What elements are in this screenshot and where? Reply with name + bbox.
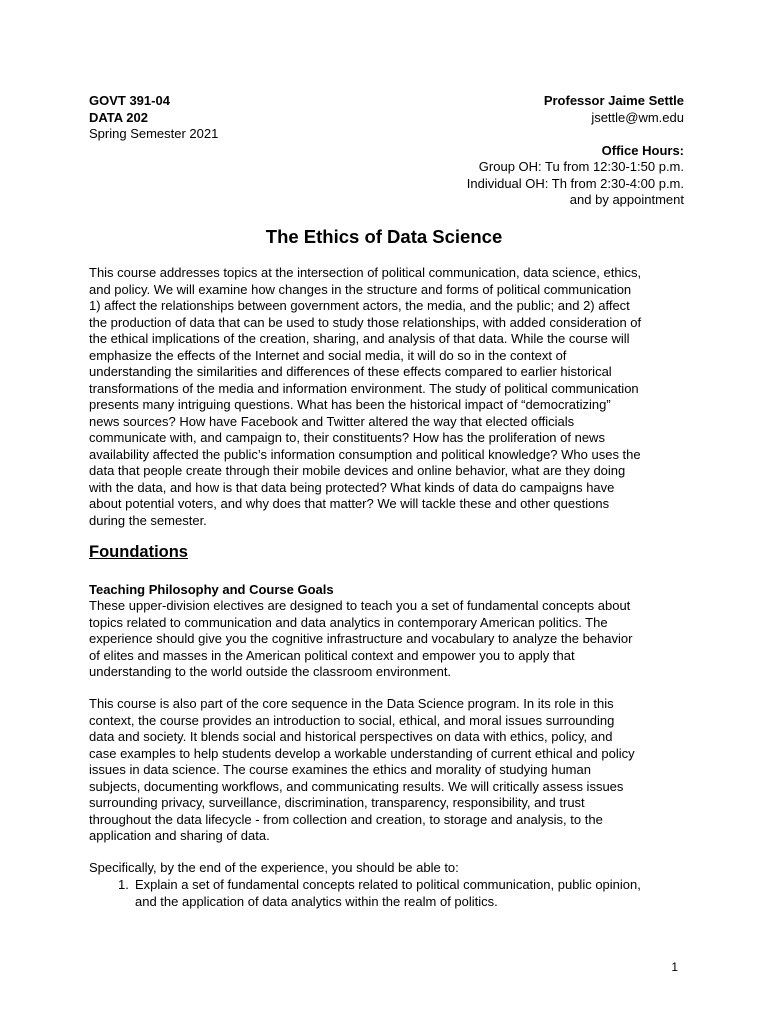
intro-line: the ethical implications of the creation, sharing, and analysis of that data. While the course will	[89, 331, 630, 346]
intro-line: communicate with, and campaign to, their constituents? How has the proliferation of news	[89, 430, 605, 445]
paragraph-line: understanding to the world outside the classroom environment.	[89, 664, 452, 679]
instructor-info	[467, 93, 684, 209]
semester: Spring Semester 2021	[89, 126, 219, 141]
instructor-email: jsettle@wm.edu	[591, 109, 684, 125]
paragraph-line: This course is also part of the core sequence in the Data Science program. In its role in this	[89, 696, 614, 711]
list-item-line: Explain a set of fundamental concepts related to political communication, public opinion,	[135, 877, 641, 892]
course-code-govt: GOVT 391-04	[89, 93, 170, 108]
section-heading-foundations: Foundations	[89, 543, 188, 561]
intro-line: data that people create through their mobile devices and online behavior, what are they doing	[89, 463, 626, 478]
paragraph-line: case examples to help students develop a workable understanding of current ethical and policy	[89, 745, 635, 761]
office-hours-label: Office Hours:	[601, 142, 684, 158]
intro-line: presents many intriguing questions. What has been the historical impact of “democratizing”	[89, 397, 611, 412]
paragraph-line: application and sharing of data.	[89, 828, 270, 843]
office-hours-individual: Individual OH: Th from 2:30-4:00 p.m.	[466, 175, 684, 191]
subheading-teaching-philosophy: Teaching Philosophy and Course Goals	[89, 582, 334, 597]
intro-line: the production of data that can be used to study those relationships, with added consideration of	[89, 314, 642, 330]
intro-line: This course addresses topics at the intersection of political communication, data science, ethics,	[89, 265, 642, 280]
page-number: 1	[671, 960, 678, 974]
intro-line: understanding the similarities and differences of these effects compared to earlier historical	[89, 364, 612, 379]
intro-paragraph	[89, 265, 641, 529]
objectives-intro	[89, 860, 459, 877]
paragraph-line: These upper-division electives are designed to teach you a set of fundamental concepts about	[89, 598, 631, 613]
paragraph-line: surrounding privacy, surveillance, discrimination, transparency, responsibility, and trust	[89, 795, 585, 810]
paragraph-line: throughout the data lifecycle - from collection and creation, to storage and analysis, to the	[89, 811, 603, 827]
list-item-text	[135, 877, 641, 910]
intro-line: about potential voters, and why does that matter? We will tackle these and other questions	[89, 496, 610, 511]
paragraph-line: issues in data science. The course examines the ethics and morality of studying human	[89, 762, 591, 777]
paragraph-line: data and society. It blends social and historical perspectives on data with ethics, policy, and	[89, 729, 613, 744]
teaching-philosophy-paragraph	[89, 598, 632, 681]
list-item-number: 1.	[118, 877, 129, 892]
intro-line: emphasize the effects of the Internet and social media, it will do so in the context of	[89, 347, 567, 363]
intro-line: news sources? How have Facebook and Twitter altered the way that elected officials	[89, 413, 575, 429]
paragraph-line: experience should give you the cognitive infrastructure and vocabulary to analyze the behavior	[89, 631, 633, 646]
intro-line: 1) affect the relationships between government actors, the media, and the public; and 2) affect	[89, 298, 630, 313]
course-code-data: DATA 202	[89, 109, 148, 125]
paragraph-line: context, the course provides an introduction to social, ethical, and moral issues surrounding	[89, 712, 615, 728]
paragraph-line: of elites and masses in the American political context and empower you to apply that	[89, 647, 575, 663]
data-science-paragraph	[89, 696, 635, 845]
instructor-name: Professor Jaime Settle	[543, 93, 684, 108]
course-info	[89, 93, 218, 143]
intro-line: during the semester.	[89, 512, 207, 528]
intro-line: availability affected the public’s information consumption and political knowledge? Who uses the	[89, 446, 641, 462]
intro-line: with the data, and how is that data being protected? What kinds of data do campaigns have	[89, 479, 615, 495]
office-hours-group: Group OH: Tu from 12:30-1:50 p.m.	[478, 159, 684, 174]
list-item-line: and the application of data analytics within the realm of politics.	[135, 893, 498, 909]
paragraph-line: topics related to communication and data analytics in contemporary American politics. The	[89, 614, 608, 630]
paragraph-line: Specifically, by the end of the experience, you should be able to:	[89, 860, 459, 875]
paragraph-line: subjects, documenting workflows, and communicating results. We will critically assess issues	[89, 778, 624, 794]
intro-line: and policy. We will examine how changes in the structure and forms of political communication	[89, 281, 632, 297]
office-hours-appointment: and by appointment	[569, 192, 684, 207]
document-title: The Ethics of Data Science	[265, 226, 503, 247]
intro-line: transformations of the media and information environment. The study of political communication	[89, 380, 639, 396]
